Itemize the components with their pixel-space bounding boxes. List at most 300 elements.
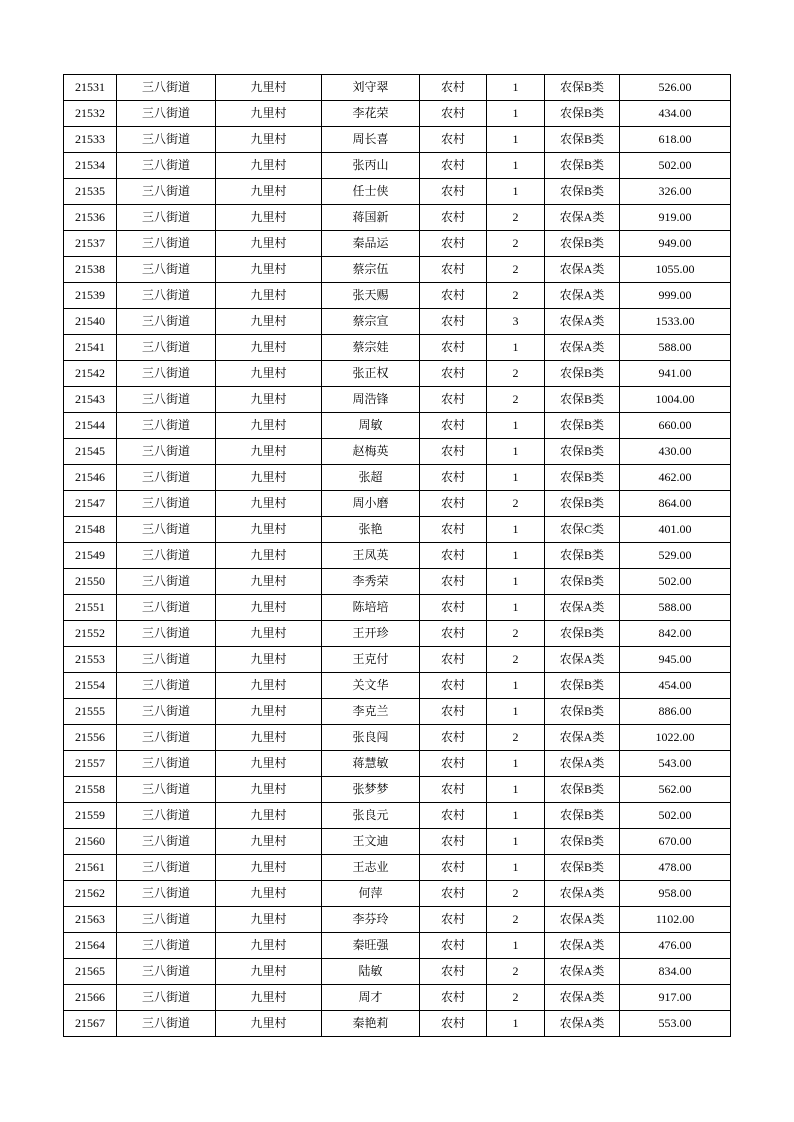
cell-amount: 502.00 — [620, 153, 731, 179]
table-row — [64, 75, 731, 101]
cell-street: 三八街道 — [117, 101, 216, 127]
table-row — [64, 387, 731, 413]
cell-id: 21554 — [64, 673, 117, 699]
cell-residence: 农村 — [420, 387, 487, 413]
cell-residence: 农村 — [420, 621, 487, 647]
table-row — [64, 673, 731, 699]
cell-amount: 842.00 — [620, 621, 731, 647]
cell-street: 三八街道 — [117, 465, 216, 491]
cell-street: 三八街道 — [117, 153, 216, 179]
table-body — [64, 75, 731, 1037]
cell-street: 三八街道 — [117, 413, 216, 439]
cell-amount: 999.00 — [620, 283, 731, 309]
cell-name: 王文迪 — [322, 829, 420, 855]
cell-street: 三八街道 — [117, 543, 216, 569]
cell-street: 三八街道 — [117, 387, 216, 413]
table-row — [64, 829, 731, 855]
cell-residence: 农村 — [420, 751, 487, 777]
cell-village: 九里村 — [216, 283, 322, 309]
cell-street: 三八街道 — [117, 673, 216, 699]
cell-amount: 1022.00 — [620, 725, 731, 751]
cell-id: 21561 — [64, 855, 117, 881]
cell-amount: 945.00 — [620, 647, 731, 673]
cell-id: 21535 — [64, 179, 117, 205]
cell-count: 1 — [487, 595, 545, 621]
table-row — [64, 803, 731, 829]
cell-name: 刘守翠 — [322, 75, 420, 101]
cell-id: 21567 — [64, 1011, 117, 1037]
table-row — [64, 465, 731, 491]
cell-street: 三八街道 — [117, 491, 216, 517]
cell-count: 1 — [487, 335, 545, 361]
cell-amount: 478.00 — [620, 855, 731, 881]
table-row — [64, 101, 731, 127]
table-row — [64, 569, 731, 595]
cell-village: 九里村 — [216, 335, 322, 361]
cell-village: 九里村 — [216, 959, 322, 985]
cell-count: 2 — [487, 907, 545, 933]
cell-amount: 618.00 — [620, 127, 731, 153]
cell-street: 三八街道 — [117, 517, 216, 543]
cell-village: 九里村 — [216, 491, 322, 517]
cell-name: 陆敏 — [322, 959, 420, 985]
cell-residence: 农村 — [420, 283, 487, 309]
cell-category: 农保B类 — [545, 101, 620, 127]
cell-id: 21557 — [64, 751, 117, 777]
cell-name: 张良元 — [322, 803, 420, 829]
cell-name: 关文华 — [322, 673, 420, 699]
cell-residence: 农村 — [420, 257, 487, 283]
cell-village: 九里村 — [216, 725, 322, 751]
cell-count: 1 — [487, 517, 545, 543]
table-row — [64, 257, 731, 283]
cell-village: 九里村 — [216, 595, 322, 621]
cell-id: 21549 — [64, 543, 117, 569]
cell-village: 九里村 — [216, 855, 322, 881]
cell-id: 21565 — [64, 959, 117, 985]
cell-street: 三八街道 — [117, 959, 216, 985]
cell-id: 21536 — [64, 205, 117, 231]
cell-village: 九里村 — [216, 75, 322, 101]
table-row — [64, 413, 731, 439]
cell-count: 2 — [487, 647, 545, 673]
cell-id: 21542 — [64, 361, 117, 387]
cell-street: 三八街道 — [117, 647, 216, 673]
cell-residence: 农村 — [420, 595, 487, 621]
cell-category: 农保B类 — [545, 829, 620, 855]
cell-residence: 农村 — [420, 101, 487, 127]
cell-residence: 农村 — [420, 543, 487, 569]
cell-residence: 农村 — [420, 75, 487, 101]
cell-id: 21551 — [64, 595, 117, 621]
cell-id: 21531 — [64, 75, 117, 101]
cell-street: 三八街道 — [117, 803, 216, 829]
cell-amount: 1004.00 — [620, 387, 731, 413]
cell-category: 农保A类 — [545, 907, 620, 933]
cell-street: 三八街道 — [117, 777, 216, 803]
cell-count: 1 — [487, 699, 545, 725]
cell-amount: 919.00 — [620, 205, 731, 231]
cell-street: 三八街道 — [117, 829, 216, 855]
cell-category: 农保B类 — [545, 231, 620, 257]
cell-name: 周浩锋 — [322, 387, 420, 413]
cell-id: 21534 — [64, 153, 117, 179]
table-row — [64, 595, 731, 621]
cell-street: 三八街道 — [117, 361, 216, 387]
cell-count: 1 — [487, 101, 545, 127]
cell-id: 21556 — [64, 725, 117, 751]
cell-amount: 949.00 — [620, 231, 731, 257]
table-row — [64, 335, 731, 361]
table-row — [64, 855, 731, 881]
cell-village: 九里村 — [216, 881, 322, 907]
cell-category: 农保A类 — [545, 335, 620, 361]
cell-village: 九里村 — [216, 621, 322, 647]
cell-category: 农保A类 — [545, 959, 620, 985]
cell-village: 九里村 — [216, 205, 322, 231]
cell-residence: 农村 — [420, 439, 487, 465]
cell-category: 农保A类 — [545, 751, 620, 777]
cell-id: 21550 — [64, 569, 117, 595]
cell-street: 三八街道 — [117, 309, 216, 335]
cell-residence: 农村 — [420, 725, 487, 751]
cell-street: 三八街道 — [117, 283, 216, 309]
table-row — [64, 985, 731, 1011]
cell-village: 九里村 — [216, 127, 322, 153]
cell-id: 21537 — [64, 231, 117, 257]
cell-amount: 886.00 — [620, 699, 731, 725]
cell-village: 九里村 — [216, 309, 322, 335]
cell-residence: 农村 — [420, 829, 487, 855]
cell-residence: 农村 — [420, 179, 487, 205]
table-row — [64, 309, 731, 335]
cell-category: 农保B类 — [545, 777, 620, 803]
cell-category: 农保A类 — [545, 595, 620, 621]
cell-name: 李花荣 — [322, 101, 420, 127]
cell-name: 蔡宗娃 — [322, 335, 420, 361]
cell-name: 周长喜 — [322, 127, 420, 153]
cell-id: 21553 — [64, 647, 117, 673]
cell-id: 21533 — [64, 127, 117, 153]
cell-residence: 农村 — [420, 881, 487, 907]
cell-category: 农保B类 — [545, 465, 620, 491]
cell-count: 2 — [487, 959, 545, 985]
table-row — [64, 283, 731, 309]
cell-village: 九里村 — [216, 517, 322, 543]
cell-id: 21546 — [64, 465, 117, 491]
table-row — [64, 959, 731, 985]
cell-id: 21532 — [64, 101, 117, 127]
cell-count: 3 — [487, 309, 545, 335]
cell-street: 三八街道 — [117, 127, 216, 153]
cell-village: 九里村 — [216, 465, 322, 491]
cell-amount: 454.00 — [620, 673, 731, 699]
cell-village: 九里村 — [216, 751, 322, 777]
cell-count: 1 — [487, 179, 545, 205]
cell-residence: 农村 — [420, 699, 487, 725]
cell-name: 周敏 — [322, 413, 420, 439]
cell-village: 九里村 — [216, 257, 322, 283]
cell-category: 农保B类 — [545, 803, 620, 829]
cell-count: 1 — [487, 855, 545, 881]
table-row — [64, 517, 731, 543]
cell-name: 李芬玲 — [322, 907, 420, 933]
cell-category: 农保A类 — [545, 933, 620, 959]
table-row — [64, 1011, 731, 1037]
cell-residence: 农村 — [420, 985, 487, 1011]
cell-count: 2 — [487, 205, 545, 231]
cell-residence: 农村 — [420, 777, 487, 803]
cell-street: 三八街道 — [117, 699, 216, 725]
cell-village: 九里村 — [216, 699, 322, 725]
table-row — [64, 439, 731, 465]
cell-amount: 462.00 — [620, 465, 731, 491]
table-row — [64, 777, 731, 803]
cell-amount: 529.00 — [620, 543, 731, 569]
table-row — [64, 933, 731, 959]
cell-amount: 660.00 — [620, 413, 731, 439]
cell-count: 1 — [487, 933, 545, 959]
cell-street: 三八街道 — [117, 1011, 216, 1037]
cell-count: 1 — [487, 829, 545, 855]
cell-village: 九里村 — [216, 439, 322, 465]
cell-village: 九里村 — [216, 361, 322, 387]
cell-name: 何萍 — [322, 881, 420, 907]
cell-residence: 农村 — [420, 335, 487, 361]
cell-category: 农保B类 — [545, 491, 620, 517]
cell-residence: 农村 — [420, 803, 487, 829]
benefits-table — [63, 74, 731, 1037]
cell-village: 九里村 — [216, 647, 322, 673]
cell-street: 三八街道 — [117, 725, 216, 751]
cell-name: 张超 — [322, 465, 420, 491]
cell-street: 三八街道 — [117, 439, 216, 465]
cell-village: 九里村 — [216, 673, 322, 699]
table-row — [64, 179, 731, 205]
cell-id: 21544 — [64, 413, 117, 439]
cell-name: 秦旺强 — [322, 933, 420, 959]
cell-id: 21566 — [64, 985, 117, 1011]
table-row — [64, 491, 731, 517]
cell-id: 21563 — [64, 907, 117, 933]
table-row — [64, 543, 731, 569]
cell-id: 21548 — [64, 517, 117, 543]
cell-name: 周小磨 — [322, 491, 420, 517]
cell-street: 三八街道 — [117, 569, 216, 595]
cell-village: 九里村 — [216, 907, 322, 933]
cell-residence: 农村 — [420, 361, 487, 387]
cell-category: 农保A类 — [545, 283, 620, 309]
table-row — [64, 751, 731, 777]
cell-residence: 农村 — [420, 127, 487, 153]
cell-village: 九里村 — [216, 1011, 322, 1037]
cell-amount: 941.00 — [620, 361, 731, 387]
table-row — [64, 231, 731, 257]
cell-street: 三八街道 — [117, 985, 216, 1011]
cell-category: 农保B类 — [545, 855, 620, 881]
cell-name: 李秀荣 — [322, 569, 420, 595]
cell-category: 农保A类 — [545, 1011, 620, 1037]
cell-name: 蒋国新 — [322, 205, 420, 231]
cell-name: 陈培培 — [322, 595, 420, 621]
cell-category: 农保B类 — [545, 673, 620, 699]
cell-category: 农保A类 — [545, 881, 620, 907]
cell-id: 21555 — [64, 699, 117, 725]
cell-count: 2 — [487, 621, 545, 647]
table-row — [64, 647, 731, 673]
cell-id: 21545 — [64, 439, 117, 465]
cell-amount: 588.00 — [620, 595, 731, 621]
cell-name: 张正权 — [322, 361, 420, 387]
cell-count: 2 — [487, 257, 545, 283]
cell-residence: 农村 — [420, 647, 487, 673]
cell-name: 蒋慧敏 — [322, 751, 420, 777]
cell-residence: 农村 — [420, 205, 487, 231]
cell-count: 2 — [487, 387, 545, 413]
cell-street: 三八街道 — [117, 335, 216, 361]
cell-category: 农保B类 — [545, 75, 620, 101]
cell-name: 任士侠 — [322, 179, 420, 205]
cell-id: 21552 — [64, 621, 117, 647]
cell-name: 秦品运 — [322, 231, 420, 257]
table-row — [64, 153, 731, 179]
cell-category: 农保A类 — [545, 309, 620, 335]
cell-amount: 326.00 — [620, 179, 731, 205]
cell-count: 1 — [487, 127, 545, 153]
cell-residence: 农村 — [420, 465, 487, 491]
cell-residence: 农村 — [420, 413, 487, 439]
cell-village: 九里村 — [216, 387, 322, 413]
cell-category: 农保A类 — [545, 725, 620, 751]
table-row — [64, 907, 731, 933]
cell-count: 1 — [487, 777, 545, 803]
cell-count: 1 — [487, 465, 545, 491]
cell-count: 2 — [487, 881, 545, 907]
cell-residence: 农村 — [420, 855, 487, 881]
cell-street: 三八街道 — [117, 751, 216, 777]
cell-id: 21558 — [64, 777, 117, 803]
cell-amount: 526.00 — [620, 75, 731, 101]
cell-category: 农保A类 — [545, 205, 620, 231]
cell-count: 2 — [487, 231, 545, 257]
cell-amount: 834.00 — [620, 959, 731, 985]
cell-category: 农保B类 — [545, 699, 620, 725]
cell-count: 2 — [487, 283, 545, 309]
cell-count: 2 — [487, 725, 545, 751]
cell-category: 农保B类 — [545, 387, 620, 413]
cell-id: 21560 — [64, 829, 117, 855]
cell-amount: 502.00 — [620, 569, 731, 595]
table-row — [64, 127, 731, 153]
cell-name: 张良闯 — [322, 725, 420, 751]
cell-street: 三八街道 — [117, 907, 216, 933]
cell-name: 张艳 — [322, 517, 420, 543]
cell-village: 九里村 — [216, 101, 322, 127]
cell-amount: 476.00 — [620, 933, 731, 959]
cell-count: 2 — [487, 985, 545, 1011]
cell-category: 农保B类 — [545, 179, 620, 205]
cell-village: 九里村 — [216, 179, 322, 205]
cell-count: 1 — [487, 439, 545, 465]
table-row — [64, 699, 731, 725]
cell-name: 蔡宗宣 — [322, 309, 420, 335]
cell-village: 九里村 — [216, 777, 322, 803]
table-row — [64, 361, 731, 387]
cell-street: 三八街道 — [117, 231, 216, 257]
cell-count: 2 — [487, 361, 545, 387]
cell-name: 蔡宗伍 — [322, 257, 420, 283]
cell-id: 21543 — [64, 387, 117, 413]
cell-name: 周才 — [322, 985, 420, 1011]
cell-category: 农保B类 — [545, 621, 620, 647]
cell-street: 三八街道 — [117, 205, 216, 231]
cell-category: 农保B类 — [545, 569, 620, 595]
cell-residence: 农村 — [420, 907, 487, 933]
cell-category: 农保A类 — [545, 647, 620, 673]
cell-count: 1 — [487, 543, 545, 569]
cell-village: 九里村 — [216, 803, 322, 829]
cell-name: 王开珍 — [322, 621, 420, 647]
table-row — [64, 621, 731, 647]
cell-residence: 农村 — [420, 1011, 487, 1037]
cell-residence: 农村 — [420, 673, 487, 699]
cell-name: 赵梅英 — [322, 439, 420, 465]
table-row — [64, 205, 731, 231]
cell-amount: 434.00 — [620, 101, 731, 127]
cell-amount: 670.00 — [620, 829, 731, 855]
cell-amount: 1102.00 — [620, 907, 731, 933]
cell-count: 1 — [487, 75, 545, 101]
cell-id: 21538 — [64, 257, 117, 283]
cell-village: 九里村 — [216, 153, 322, 179]
cell-count: 2 — [487, 491, 545, 517]
cell-id: 21562 — [64, 881, 117, 907]
cell-id: 21547 — [64, 491, 117, 517]
cell-amount: 1055.00 — [620, 257, 731, 283]
cell-street: 三八街道 — [117, 855, 216, 881]
cell-village: 九里村 — [216, 543, 322, 569]
cell-residence: 农村 — [420, 959, 487, 985]
cell-amount: 562.00 — [620, 777, 731, 803]
cell-street: 三八街道 — [117, 75, 216, 101]
cell-name: 张天赐 — [322, 283, 420, 309]
cell-residence: 农村 — [420, 491, 487, 517]
cell-name: 王凤英 — [322, 543, 420, 569]
cell-village: 九里村 — [216, 413, 322, 439]
cell-amount: 401.00 — [620, 517, 731, 543]
cell-name: 王克付 — [322, 647, 420, 673]
cell-residence: 农村 — [420, 933, 487, 959]
cell-village: 九里村 — [216, 231, 322, 257]
cell-residence: 农村 — [420, 517, 487, 543]
cell-id: 21564 — [64, 933, 117, 959]
cell-name: 张梦梦 — [322, 777, 420, 803]
cell-category: 农保A类 — [545, 985, 620, 1011]
cell-count: 1 — [487, 673, 545, 699]
cell-amount: 1533.00 — [620, 309, 731, 335]
cell-village: 九里村 — [216, 933, 322, 959]
cell-category: 农保B类 — [545, 361, 620, 387]
cell-village: 九里村 — [216, 829, 322, 855]
cell-village: 九里村 — [216, 569, 322, 595]
cell-id: 21541 — [64, 335, 117, 361]
cell-count: 1 — [487, 803, 545, 829]
cell-name: 秦艳莉 — [322, 1011, 420, 1037]
cell-amount: 588.00 — [620, 335, 731, 361]
cell-category: 农保C类 — [545, 517, 620, 543]
cell-street: 三八街道 — [117, 621, 216, 647]
cell-residence: 农村 — [420, 231, 487, 257]
